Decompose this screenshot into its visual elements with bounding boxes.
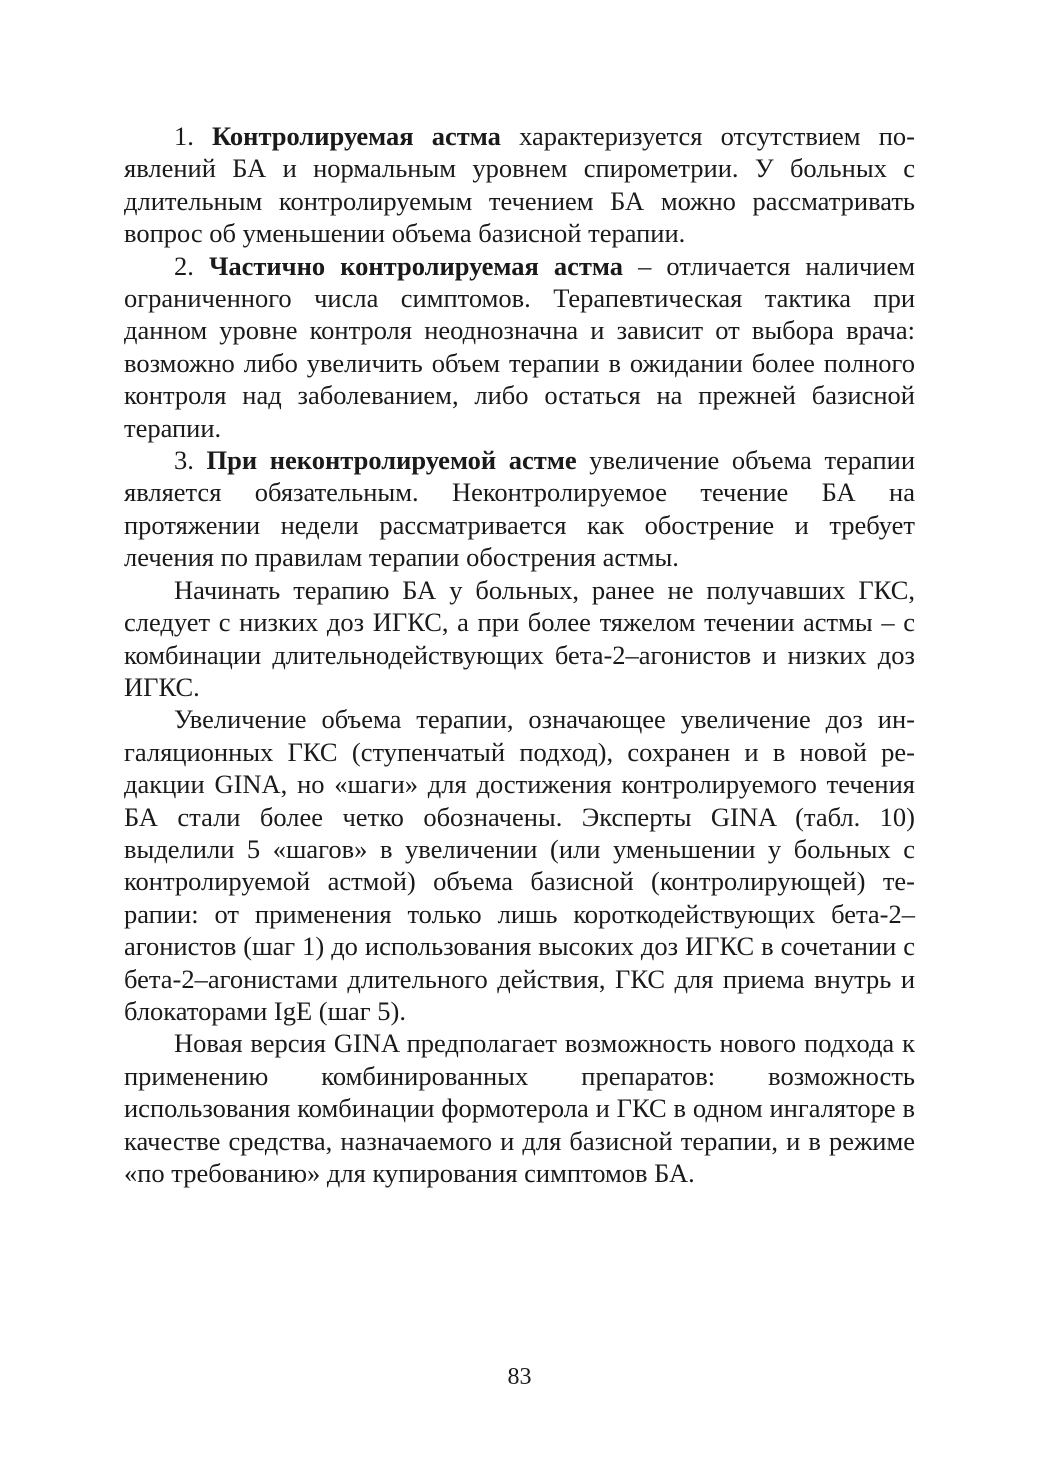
paragraph-partly-controlled-asthma bbox=[124, 250, 915, 444]
paragraph-initial-therapy bbox=[124, 574, 915, 704]
paragraph-number: 2. bbox=[174, 250, 209, 281]
page-body bbox=[124, 120, 915, 1189]
paragraph-controlled-asthma bbox=[124, 120, 915, 250]
paragraph-text: Начинать терапию БА у больных, ранее не получавших ГКС, следует с низких доз ИГКС, а при более тяжелом течении астмы – с комбинации длительнодействующих бета-2–агонистов и низких доз ИГКС. bbox=[124, 574, 915, 702]
page-number: 83 bbox=[507, 1364, 532, 1390]
paragraph-number: 3. bbox=[174, 445, 207, 476]
paragraph-text: – отличается наличием ограниченного числа симптомов. Терапевтическая тактика при данном уровне контроля неоднозначна и зависит от выбора врача: возможно либо увеличить объем терапии в ожидании более полного контроля над заболеванием, либо остаться на прежней базисной терапии. bbox=[124, 250, 916, 443]
term-controlled-asthma: Контролируемая астма bbox=[212, 121, 501, 151]
paragraph-text: увеличение объема терапии является обязательным. Неконтролируемое течение БА на протяжении недели рассматривается как обострение и требует лечения по правилам терапии обострения астмы. bbox=[124, 445, 915, 573]
term-partly-controlled-asthma: Частично контролируемая астма bbox=[208, 250, 624, 281]
paragraph-text: характеризуется отсутствием появлений БА и нормальным уровнем спирометрии. У больных с длительным контролируемым течением БА можно рассматривать вопрос об уменьшении объема базисной терапии. bbox=[124, 121, 915, 249]
paragraph-stepwise-approach bbox=[124, 703, 915, 1027]
paragraph-number: 1. bbox=[174, 121, 213, 151]
paragraph-combination-therapy bbox=[124, 1027, 915, 1189]
paragraph-uncontrolled-asthma bbox=[124, 444, 915, 574]
term-uncontrolled-asthma: При неконтролируемой астме bbox=[206, 445, 577, 476]
paragraph-text: Новая версия GINA предполагает возможность нового подхода к применению комбинированных препаратов: возможность использования комбинации формотерола и ГКС в одном ингаляторе в качестве средства, назначаемого и для базисной терапии, и в режиме «по требованию» для купирования симптомов БА. bbox=[124, 1028, 915, 1188]
paragraph-text: Увеличение объема терапии, означающее увеличение доз ингаляционных ГКС (ступенчатый подход), сохранен и в новой редакции GINA, но «шаги» для достижения контролируемого течения БА стали более четко обозначены. Эксперты GINA (табл. 10) выделили 5 «шагов» в увеличении (или уменьшении у больных с контролируемой астмой) объема базисной (контролирующей) терапии: от применения только лишь короткодействующих бета-2–агонистов (шаг 1) до использования высоких доз ИГКС в сочетании с бета-2–агонистами длительного действия, ГКС для приема внутрь и блокаторами IgE (шаг 5). bbox=[124, 704, 915, 1026]
